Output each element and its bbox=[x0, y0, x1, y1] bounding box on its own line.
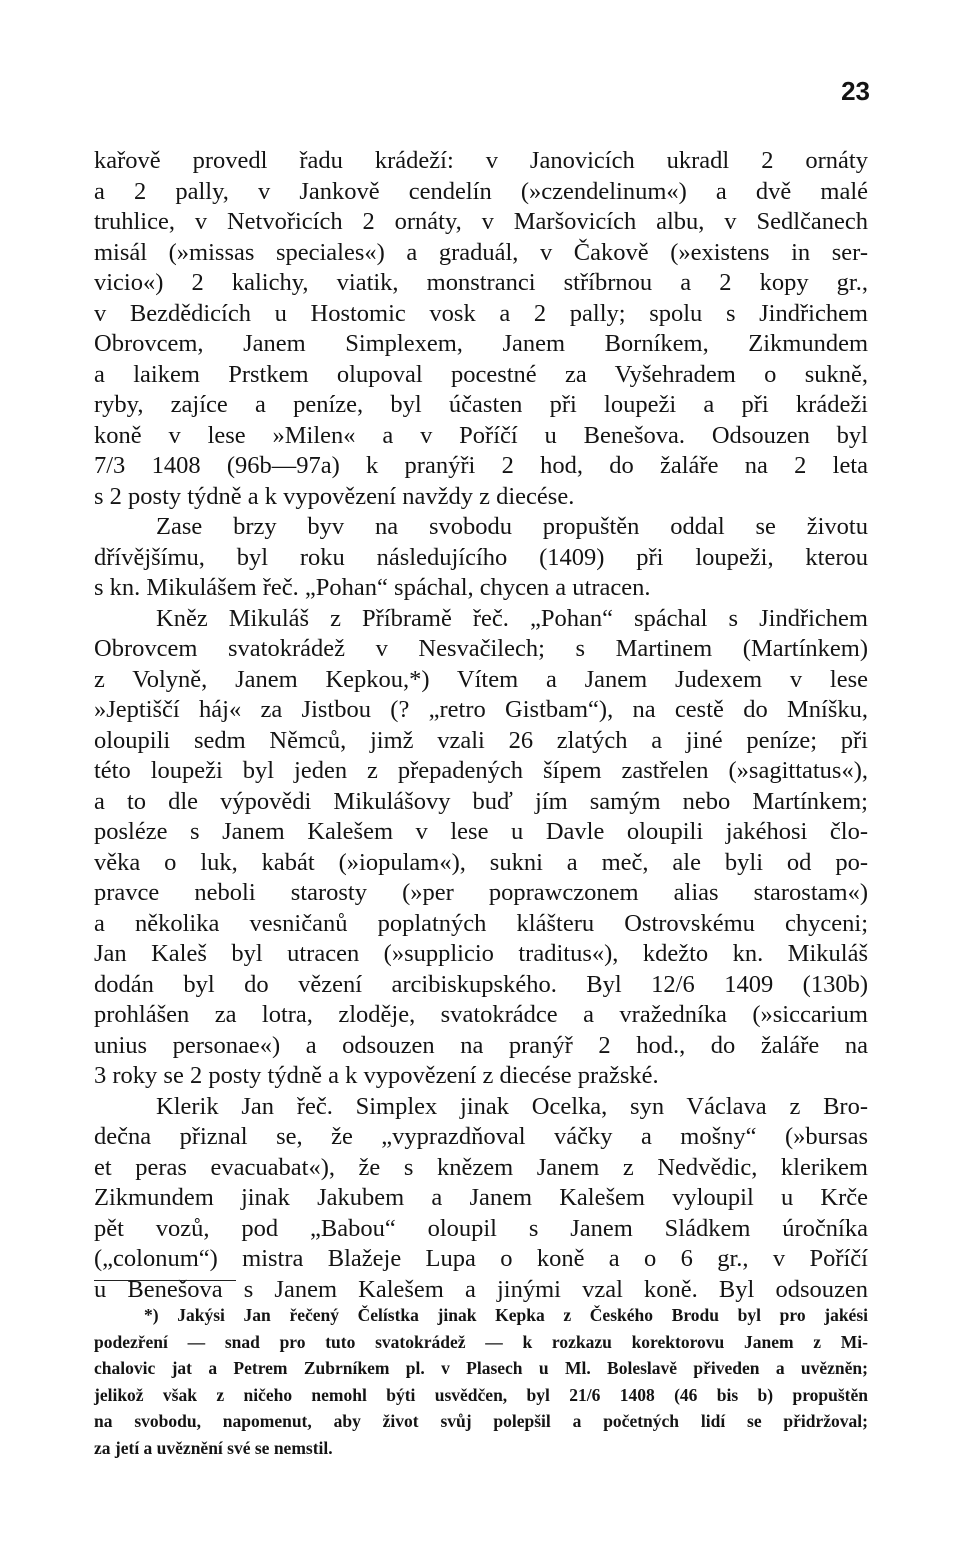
text-line: pět vozů, pod „Babou“ oloupil s Janem Sládkem úročníka bbox=[94, 1214, 868, 1242]
text-line: prohlášen za lotra, zloděje, svatokrádce a vražedníka (»siccarium bbox=[94, 1001, 868, 1028]
text-line: Obrovcem, Janem Simplexem, Janem Borníkem, Zikmundem bbox=[94, 330, 868, 357]
text-line: Obrovcem svatokrádež v Nesvačilech; s Martinem (Martínkem) bbox=[94, 635, 868, 662]
footnote-line: na svobodu, napomenut, aby život svůj polepšil a početných lidí se přidržoval; bbox=[94, 1411, 868, 1431]
text-line: kařově provedl řadu krádeží: v Janovicích ukradl 2 ornáty bbox=[94, 147, 868, 174]
page-number: 23 bbox=[841, 76, 870, 106]
text-line: 7/3 1408 (96b—97a) k pranýři 2 hod, do žaláře na 2 leta bbox=[94, 452, 868, 479]
text-line: pravce neboli starosty (»per poprawczonem alias starostam«) bbox=[94, 879, 868, 906]
text-line: a to dle výpovědi Mikulášovy buď jím samým nebo Martínkem; bbox=[94, 787, 868, 815]
text-line: a 2 pally, v Jankově cendelín (»czendelinum«) a dvě malé bbox=[94, 177, 868, 205]
text-line: misál (»missas speciales«) a graduál, v Čakově (»existens in ser- bbox=[94, 238, 868, 266]
text-line: dečna přiznal se, že „vyprazdňoval váčky a mošny“ (»bursas bbox=[94, 1123, 868, 1150]
text-line: Jan Kaleš byl utracen (»supplicio traditus«), kdežto kn. Mikuláš bbox=[94, 940, 868, 967]
footnote-line: chalovic jat a Petrem Zubrníkem pl. v Plasech u Ml. Boleslavě přiveden a uvězněn; bbox=[94, 1358, 868, 1378]
text-line: v Bezdědicích u Hostomic vosk a 2 pally; spolu s Jindřichem bbox=[94, 299, 868, 327]
text-line: Kněz Mikuláš z Příbramě řeč. „Pohan“ spáchal s Jindřichem bbox=[156, 604, 868, 632]
text-line: Klerik Jan řeč. Simplex jinak Ocelka, syn Václava z Bro- bbox=[156, 1092, 868, 1120]
text-line: koně v lese »Milen« a v Poříčí u Benešova. Odsouzen byl bbox=[94, 421, 868, 449]
text-line: truhlice, v Netvořicích 2 ornáty, v Maršovicích albu, v Sedlčanech bbox=[94, 208, 868, 235]
footnote-divider bbox=[94, 1280, 236, 1281]
text-line: („colonum“) mistra Blažeje Lupa o koně a o 6 gr., v Poříčí bbox=[94, 1245, 868, 1272]
main-text bbox=[94, 146, 868, 1305]
text-line: ryby, zajíce a peníze, byl účasten při loupeži a při krádeži bbox=[94, 391, 868, 418]
text-line: a laikem Prstkem olupoval pocestné za Vyšehradem o sukně, bbox=[94, 360, 868, 388]
text-line: věka o luk, kabát (»iopulam«), sukni a meč, ale byli od po- bbox=[94, 848, 868, 876]
text-line: dřívějšímu, byl roku následujícího (1409) při loupeži, kterou bbox=[94, 543, 868, 571]
text-line: et peras evacuabat«), že s knězem Janem z Nedvědic, klerikem bbox=[94, 1153, 868, 1181]
text-line: s 2 posty týdně a k vypovězení navždy z diecése. bbox=[94, 482, 575, 510]
text-line: u Benešova s Janem Kalešem a jinými vzal koně. Byl odsouzen bbox=[94, 1275, 868, 1303]
text-line: vicio«) 2 kalichy, viatik, monstranci stříbrnou a 2 kopy gr., bbox=[94, 269, 868, 296]
text-line: dodán byl do vězení arcibiskupského. Byl 12/6 1409 (130b) bbox=[94, 970, 868, 998]
text-line: 3 roky se 2 posty týdně a k vypovězení z diecése pražské. bbox=[94, 1062, 659, 1089]
text-line: »Jeptiščí háj« za Jistbou (? „retro Gistbam“), na cestě do Mníšku, bbox=[94, 696, 868, 723]
text-line: a několika vesničanů poplatných klášteru Ostrovskému chyceni; bbox=[94, 909, 868, 937]
text-line: této loupeži byl jeden z přepadených šípem zastřelen (»sagittatus«), bbox=[94, 757, 868, 784]
footnote-line: *) Jakýsi Jan řečený Čelístka jinak Kepka z Českého Brodu byl pro jakési bbox=[144, 1305, 868, 1325]
footnote bbox=[94, 1302, 868, 1461]
text-line: z Volyně, Janem Kepkou,*) Vítem a Janem Judexem v lese bbox=[94, 665, 868, 693]
text-line: Zase brzy byv na svobodu propuštěn oddal se životu bbox=[156, 513, 868, 540]
footnote-line: jelikož však z ničeho nemohl býti usvědčen, byl 21/6 1408 (46 bis b) propuštěn bbox=[94, 1384, 868, 1405]
footnote-line: za jetí a uvěznění své se nemstil. bbox=[94, 1437, 333, 1458]
text-line: s kn. Mikulášem řeč. „Pohan“ spáchal, chycen a utracen. bbox=[94, 574, 651, 601]
text-line: unius personae«) a odsouzen na pranýř 2 hod., do žaláře na bbox=[94, 1031, 868, 1059]
text-line: oloupili sedm Němců, jimž vzali 26 zlatých a jiné peníze; při bbox=[94, 726, 868, 754]
text-line: posléze s Janem Kalešem v lese u Davle oloupili jakéhosi člo- bbox=[94, 818, 868, 845]
text-line: Zikmundem jinak Jakubem a Janem Kalešem vyloupil u Krče bbox=[94, 1184, 868, 1211]
footnote-line: podezření — snad pro tuto svatokrádež — k rozkazu korektorovu Janem z Mi- bbox=[94, 1331, 868, 1352]
